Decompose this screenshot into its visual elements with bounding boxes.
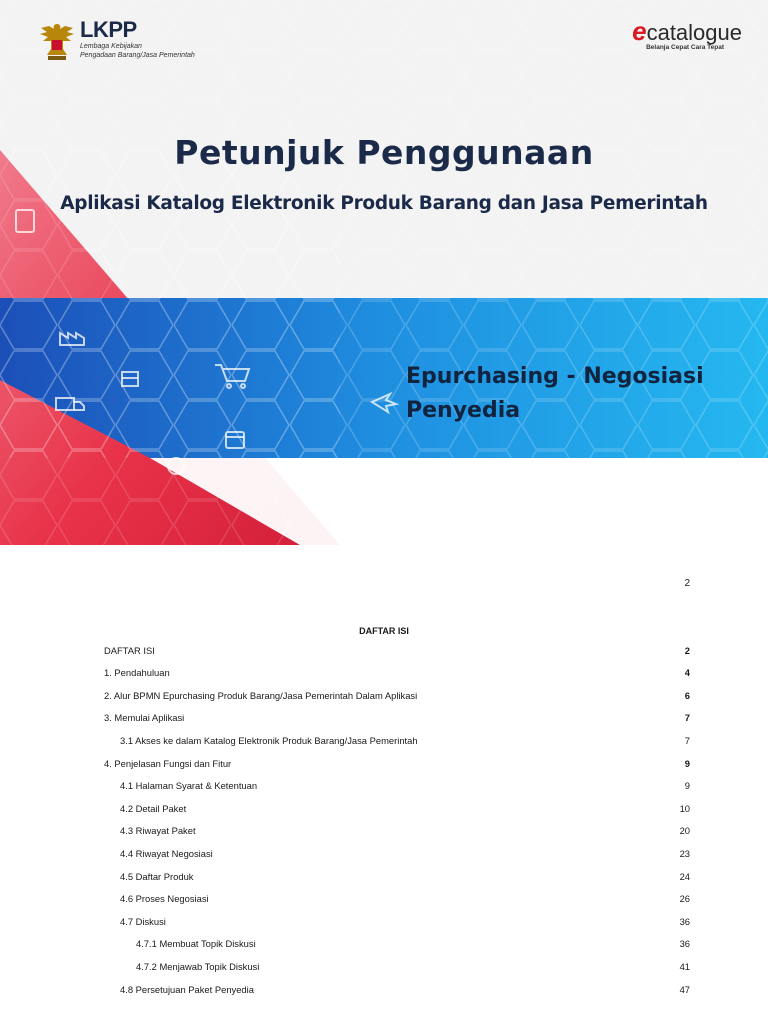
toc-entry-label: 2. Alur BPMN Epurchasing Produk Barang/Jasa Pemerintah Dalam Aplikasi xyxy=(104,689,418,701)
toc-entry-page: 36 xyxy=(679,915,690,927)
toc-entry[interactable] xyxy=(104,958,690,974)
lkpp-logo xyxy=(38,18,195,62)
toc-entry[interactable] xyxy=(104,732,690,748)
toc-entry-label: 3.1 Akses ke dalam Katalog Elektronik Produk Barang/Jasa Pemerintah xyxy=(120,734,418,746)
toc-entry-page: 20 xyxy=(679,825,690,837)
toc-entry-page: 41 xyxy=(679,960,690,972)
toc-entry-label: 4.7.1 Membuat Topik Diskusi xyxy=(136,938,256,950)
toc-entry-page: 10 xyxy=(679,802,690,814)
lkpp-wordmark-text: LKPP xyxy=(80,17,137,42)
toc-entry[interactable] xyxy=(104,710,690,726)
toc-entry-page: 7 xyxy=(684,712,690,724)
toc-entry-label: 4.7 Diskusi xyxy=(120,915,166,927)
toc-entry-page: 6 xyxy=(684,689,690,701)
ecat-prefix: e xyxy=(632,16,647,46)
page-number: 2 xyxy=(684,578,690,589)
lkpp-subtitle-1: Lembaga Kebijakan xyxy=(80,43,142,50)
toc-entry[interactable] xyxy=(104,642,690,658)
toc-entry[interactable] xyxy=(104,687,690,703)
cover-subtitle: Aplikasi Katalog Elektronik Produk Barang dan Jasa Pemerintah xyxy=(60,193,708,214)
toc-entry[interactable] xyxy=(104,755,690,771)
module-title-line2: Penyedia xyxy=(406,398,521,423)
toc-entry[interactable] xyxy=(104,665,690,681)
toc-entry[interactable] xyxy=(104,913,690,929)
ecatalogue-logo xyxy=(632,16,742,52)
toc-entry-page: 9 xyxy=(684,780,690,792)
toc-entry-page: 36 xyxy=(679,938,690,950)
toc-entry-label: 4.7.2 Menjawab Topik Diskusi xyxy=(136,960,260,972)
ecat-brand: catalogue xyxy=(646,20,742,45)
toc-entry-page: 26 xyxy=(679,893,690,905)
toc-entry-label: 4.8 Persetujuan Paket Penyedia xyxy=(120,983,254,995)
toc-entry-page: 7 xyxy=(684,734,690,746)
toc-entry-label: 1. Pendahuluan xyxy=(104,667,170,679)
toc-entry-label: 4.2 Detail Paket xyxy=(120,802,187,814)
toc-entry-label: 4.1 Halaman Syarat & Ketentuan xyxy=(120,780,258,792)
toc-entry-page: 47 xyxy=(679,983,690,995)
toc-entry[interactable] xyxy=(104,891,690,907)
toc-entry-label: 4.3 Riwayat Paket xyxy=(120,825,196,837)
lkpp-subtitle-2: Pengadaan Barang/Jasa Pemerintah xyxy=(80,52,195,59)
lkpp-wordmark xyxy=(80,18,195,42)
toc-entry[interactable] xyxy=(104,936,690,952)
toc-entry-label: DAFTAR ISI xyxy=(104,644,155,656)
toc-entry[interactable] xyxy=(104,981,690,997)
module-title-line1: Epurchasing - Negosiasi xyxy=(406,364,704,389)
cover-title: Petunjuk Penggunaan xyxy=(174,133,594,172)
toc-entry-page: 9 xyxy=(684,757,690,769)
module-title xyxy=(406,360,746,428)
toc-entry-label: 3. Memulai Aplikasi xyxy=(104,712,185,724)
toc-entry[interactable] xyxy=(104,823,690,839)
toc-entry-page: 2 xyxy=(684,644,690,656)
toc-heading: DAFTAR ISI xyxy=(359,626,409,636)
ecat-tagline: Belanja Cepat Cara Tepat xyxy=(646,44,725,51)
toc-entry-page: 23 xyxy=(679,847,690,859)
toc-entry[interactable] xyxy=(104,845,690,861)
garuda-emblem-icon xyxy=(38,18,76,62)
toc-entry-page: 24 xyxy=(679,870,690,882)
toc-entry[interactable] xyxy=(104,868,690,884)
toc-entry-label: 4.5 Daftar Produk xyxy=(120,870,194,882)
toc-entry-page: 4 xyxy=(684,667,690,679)
toc-entry[interactable] xyxy=(104,800,690,816)
toc-entry-label: 4.4 Riwayat Negosiasi xyxy=(120,847,213,859)
toc-entry[interactable] xyxy=(104,778,690,794)
toc-entry-label: 4. Penjelasan Fungsi dan Fitur xyxy=(104,757,232,769)
toc-entry-label: 4.6 Proses Negosiasi xyxy=(120,893,209,905)
